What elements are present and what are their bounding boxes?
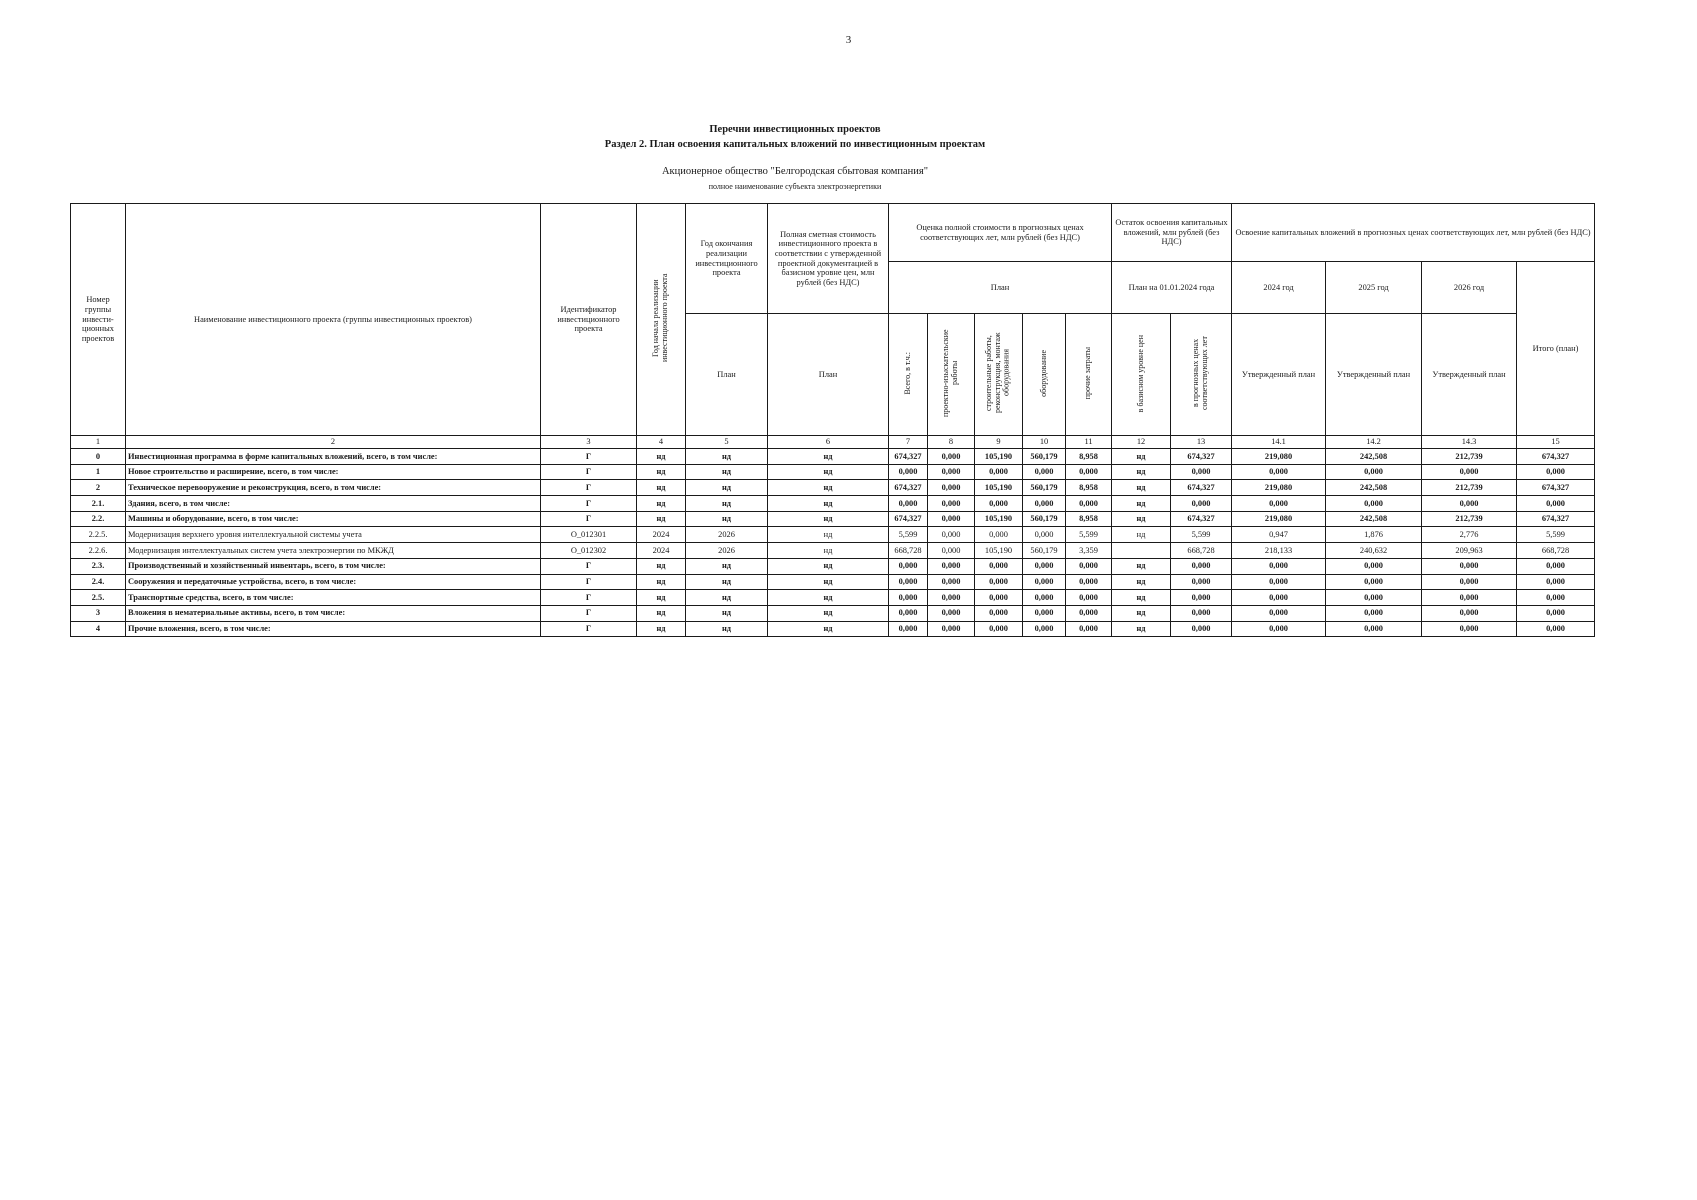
project-name: Вложения в нематериальные активы, всего, в том числе:: [126, 605, 541, 621]
table-cell: 0,000: [975, 605, 1023, 621]
table-cell: 0,000: [889, 605, 928, 621]
table-cell: нд: [768, 605, 889, 621]
table-cell: 105,190: [975, 480, 1023, 496]
table-cell: нд: [1112, 449, 1171, 465]
column-index: 13: [1171, 436, 1232, 449]
table-cell: нд: [768, 543, 889, 559]
table-cell: нд: [768, 511, 889, 527]
table-cell: нд: [637, 449, 686, 465]
table-cell: 0,000: [1232, 464, 1326, 480]
table-cell: 0,000: [1422, 574, 1517, 590]
row-number: 2.1.: [71, 496, 126, 512]
table-row: [71, 496, 1595, 512]
table-cell: нд: [1112, 605, 1171, 621]
investment-projects-table: [70, 203, 1595, 637]
row-number: 1: [71, 464, 126, 480]
table-cell: 0,000: [1023, 590, 1066, 606]
table-cell: 0,000: [1171, 464, 1232, 480]
row-number: 2.2.6.: [71, 543, 126, 559]
table-cell: 0,000: [1023, 605, 1066, 621]
table-cell: 242,508: [1326, 449, 1422, 465]
table-cell: 668,728: [889, 543, 928, 559]
table-body: [71, 436, 1595, 637]
project-name: Здания, всего, в том числе:: [126, 496, 541, 512]
table-cell: Г: [541, 558, 637, 574]
table-cell: 0,000: [975, 558, 1023, 574]
row-number: 0: [71, 449, 126, 465]
table-cell: 5,599: [889, 527, 928, 543]
table-cell: 219,080: [1232, 480, 1326, 496]
header-forecast-prices: в прогнозных ценах соответствующих лет: [1191, 336, 1210, 411]
table-cell: [1112, 543, 1171, 559]
table-cell: Г: [541, 590, 637, 606]
table-cell: O_012302: [541, 543, 637, 559]
table-cell: 0,000: [1422, 558, 1517, 574]
table-cell: Г: [541, 496, 637, 512]
table-cell: 105,190: [975, 511, 1023, 527]
table-cell: 674,327: [1171, 449, 1232, 465]
header-remainder: Остаток освоения капитальных вложений, млн рублей (без НДС): [1112, 204, 1232, 262]
table-cell: 0,000: [1066, 574, 1112, 590]
table-cell: нд: [768, 590, 889, 606]
table-cell: 0,000: [1422, 621, 1517, 637]
document-title: Перечни инвестиционных проектов: [709, 124, 881, 135]
table-cell: 0,000: [1326, 605, 1422, 621]
table-row: [71, 511, 1595, 527]
table-cell: 242,508: [1326, 480, 1422, 496]
project-name: Транспортные средства, всего, в том числе:: [126, 590, 541, 606]
header-project-name: Наименование инвестиционного проекта (группы инвестиционных проектов): [126, 204, 541, 436]
table-cell: нд: [686, 449, 768, 465]
table-cell: нд: [637, 574, 686, 590]
table-cell: нд: [637, 464, 686, 480]
table-cell: 0,000: [1232, 621, 1326, 637]
table-cell: Г: [541, 511, 637, 527]
header-full-cost: Полная сметная стоимость инвестиционного проекта в соответствии с утвержденной проектной документацией в базисном уровне цен, млн рублей (без НДС): [768, 204, 889, 314]
row-number: 2.2.: [71, 511, 126, 527]
column-index: 12: [1112, 436, 1171, 449]
table-cell: 2024: [637, 527, 686, 543]
project-name: Прочие вложения, всего, в том числе:: [126, 621, 541, 637]
table-cell: 0,000: [1171, 590, 1232, 606]
header-end-year: Год окончания реализации инвестиционного проекта: [686, 204, 768, 314]
project-name: Новое строительство и расширение, всего, в том числе:: [126, 464, 541, 480]
table-cell: 2,776: [1422, 527, 1517, 543]
table-cell: нд: [637, 590, 686, 606]
table-row: [71, 527, 1595, 543]
table-cell: Г: [541, 605, 637, 621]
table-cell: 218,133: [1232, 543, 1326, 559]
column-index: 7: [889, 436, 928, 449]
table-cell: 0,000: [1232, 496, 1326, 512]
table-cell: 0,000: [1422, 590, 1517, 606]
table-cell: 674,327: [889, 480, 928, 496]
table-cell: 0,000: [1066, 464, 1112, 480]
table-cell: 0,000: [975, 464, 1023, 480]
header-year-2026: 2026 год: [1422, 262, 1517, 314]
header-estimate: Оценка полной стоимости в прогнозных ценах соответствующих лет, млн рублей (без НДС): [889, 204, 1112, 262]
row-number: 2: [71, 480, 126, 496]
table-cell: нд: [1112, 590, 1171, 606]
header-plan: План: [889, 262, 1112, 314]
table-cell: 0,000: [1023, 464, 1066, 480]
column-index: 8: [928, 436, 975, 449]
table-cell: 668,728: [1171, 543, 1232, 559]
column-index: 3: [541, 436, 637, 449]
table-row: [71, 590, 1595, 606]
table-cell: 0,000: [1171, 605, 1232, 621]
header-start-year: Год начала реализации инвестиционного проекта: [651, 273, 669, 363]
table-cell: нд: [686, 574, 768, 590]
table-cell: 212,739: [1422, 511, 1517, 527]
table-cell: нд: [637, 605, 686, 621]
table-cell: 240,632: [1326, 543, 1422, 559]
header-year-2025: 2025 год: [1326, 262, 1422, 314]
table-cell: нд: [686, 511, 768, 527]
table-cell: нд: [768, 621, 889, 637]
table-cell: 0,000: [928, 511, 975, 527]
table-cell: 0,000: [1023, 496, 1066, 512]
table-row: [71, 449, 1595, 465]
table-cell: 0,000: [1023, 527, 1066, 543]
table-cell: 1,876: [1326, 527, 1422, 543]
table-cell: 674,327: [1517, 449, 1595, 465]
table-cell: нд: [686, 558, 768, 574]
table-cell: 674,327: [1517, 511, 1595, 527]
column-index: 4: [637, 436, 686, 449]
table-cell: нд: [686, 464, 768, 480]
table-cell: 0,000: [1326, 574, 1422, 590]
document-subtitle: Раздел 2. План освоения капитальных вложений по инвестиционным проектам: [604, 139, 986, 150]
row-number: 2.4.: [71, 574, 126, 590]
row-number: 4: [71, 621, 126, 637]
table-cell: 209,963: [1422, 543, 1517, 559]
table-cell: 0,000: [928, 496, 975, 512]
table-cell: 0,000: [1023, 621, 1066, 637]
table-cell: 0,000: [1171, 496, 1232, 512]
table-cell: нд: [1112, 574, 1171, 590]
table-cell: 674,327: [1171, 480, 1232, 496]
table-cell: 105,190: [975, 449, 1023, 465]
table-cell: нд: [768, 527, 889, 543]
table-row: [71, 605, 1595, 621]
table-cell: Г: [541, 621, 637, 637]
table-cell: 0,000: [1422, 496, 1517, 512]
table-cell: 668,728: [1517, 543, 1595, 559]
table-cell: 3,359: [1066, 543, 1112, 559]
header-other-costs: прочие затраты: [1083, 347, 1093, 400]
table-cell: нд: [768, 480, 889, 496]
table-row: [71, 574, 1595, 590]
table-cell: нд: [1112, 621, 1171, 637]
table-cell: нд: [1112, 464, 1171, 480]
table-cell: 0,000: [975, 527, 1023, 543]
table-cell: 560,179: [1023, 511, 1066, 527]
header-development: Освоение капитальных вложений в прогнозных ценах соответствующих лет, млн рублей (без НДС): [1232, 204, 1595, 262]
table-cell: 560,179: [1023, 543, 1066, 559]
project-name: Модернизация верхнего уровня интеллектуальной системы учета: [126, 527, 541, 543]
table-cell: нд: [637, 480, 686, 496]
table-cell: 0,947: [1232, 527, 1326, 543]
project-name: Инвестиционная программа в форме капитальных вложений, всего, в том числе:: [126, 449, 541, 465]
table-cell: 674,327: [889, 449, 928, 465]
table-cell: 0,000: [889, 574, 928, 590]
organization-caption: полное наименование субъекта электроэнергетики: [708, 182, 882, 191]
table-cell: нд: [686, 605, 768, 621]
column-index: 10: [1023, 436, 1066, 449]
table-cell: 0,000: [1232, 605, 1326, 621]
table-cell: 0,000: [928, 543, 975, 559]
header-approved-plan-2025: Утвержденный план: [1326, 314, 1422, 436]
table-cell: 0,000: [1232, 558, 1326, 574]
table-cell: нд: [1112, 496, 1171, 512]
table-row: [71, 621, 1595, 637]
page-number: 3: [845, 34, 852, 46]
table-cell: нд: [768, 464, 889, 480]
project-name: Техническое перевооружение и реконструкция, всего, в том числе:: [126, 480, 541, 496]
table-cell: 8,958: [1066, 480, 1112, 496]
table-cell: 219,080: [1232, 449, 1326, 465]
header-design-works: проектно-изыскательские работы: [941, 329, 959, 417]
header-group-number: Номер группы инвести-ционных проектов: [71, 204, 126, 436]
table-cell: 0,000: [975, 590, 1023, 606]
table-cell: 674,327: [889, 511, 928, 527]
table-cell: нд: [768, 574, 889, 590]
table-row: [71, 464, 1595, 480]
column-index: 1: [71, 436, 126, 449]
row-number: 2.2.5.: [71, 527, 126, 543]
table-cell: 0,000: [928, 558, 975, 574]
row-number: 2.3.: [71, 558, 126, 574]
table-cell: 0,000: [928, 621, 975, 637]
table-cell: 674,327: [1517, 480, 1595, 496]
table-cell: 0,000: [928, 449, 975, 465]
table-cell: нд: [768, 449, 889, 465]
header-plan-col5: План: [686, 314, 768, 436]
table-cell: 0,000: [975, 496, 1023, 512]
table-cell: 0,000: [1066, 496, 1112, 512]
table-cell: нд: [686, 496, 768, 512]
column-index-row: [71, 436, 1595, 449]
header-plan-date: План на 01.01.2024 года: [1112, 262, 1232, 314]
table-cell: 0,000: [1517, 590, 1595, 606]
table-cell: 560,179: [1023, 480, 1066, 496]
table-cell: 212,739: [1422, 449, 1517, 465]
column-index: 9: [975, 436, 1023, 449]
table-cell: нд: [768, 496, 889, 512]
table-cell: 0,000: [1326, 621, 1422, 637]
table-cell: 0,000: [928, 605, 975, 621]
table-cell: 560,179: [1023, 449, 1066, 465]
column-index: 14.2: [1326, 436, 1422, 449]
table-cell: 105,190: [975, 543, 1023, 559]
table-cell: 212,739: [1422, 480, 1517, 496]
column-index: 14.1: [1232, 436, 1326, 449]
table-cell: 0,000: [1171, 621, 1232, 637]
table-cell: 0,000: [1517, 558, 1595, 574]
table-cell: 0,000: [1326, 558, 1422, 574]
table-cell: 0,000: [928, 527, 975, 543]
table-cell: 0,000: [1066, 558, 1112, 574]
table-cell: 0,000: [1066, 621, 1112, 637]
column-index: 5: [686, 436, 768, 449]
table-cell: 0,000: [928, 480, 975, 496]
header-plan-col6: План: [768, 314, 889, 436]
table-cell: 0,000: [889, 558, 928, 574]
table-cell: Г: [541, 480, 637, 496]
column-index: 15: [1517, 436, 1595, 449]
table-cell: 0,000: [1326, 496, 1422, 512]
table-cell: 5,599: [1171, 527, 1232, 543]
table-cell: 0,000: [928, 574, 975, 590]
table-cell: 0,000: [1066, 590, 1112, 606]
table-cell: нд: [637, 558, 686, 574]
table-cell: нд: [768, 558, 889, 574]
table-cell: 2024: [637, 543, 686, 559]
project-name: Машины и оборудование, всего, в том числе:: [126, 511, 541, 527]
table-cell: 2026: [686, 543, 768, 559]
table-cell: 0,000: [889, 621, 928, 637]
table-cell: O_012301: [541, 527, 637, 543]
table-cell: 0,000: [1422, 464, 1517, 480]
table-cell: 0,000: [1517, 496, 1595, 512]
header-total-plan: Итого (план): [1517, 262, 1595, 436]
table-cell: нд: [1112, 558, 1171, 574]
table-cell: нд: [1112, 527, 1171, 543]
table-cell: 0,000: [1171, 558, 1232, 574]
table-cell: нд: [637, 496, 686, 512]
table-cell: 0,000: [1517, 574, 1595, 590]
table-cell: 0,000: [889, 496, 928, 512]
header-approved-plan-2024: Утвержденный план: [1232, 314, 1326, 436]
project-name: Сооружения и передаточные устройства, всего, в том числе:: [126, 574, 541, 590]
table-cell: 0,000: [1023, 558, 1066, 574]
header-approved-plan-2026: Утвержденный план: [1422, 314, 1517, 436]
table-row: [71, 480, 1595, 496]
table-cell: Г: [541, 574, 637, 590]
project-name: Модернизация интеллектуальных систем учета электроэнергии по МКЖД: [126, 543, 541, 559]
table-cell: 0,000: [1517, 464, 1595, 480]
table-cell: 5,599: [1517, 527, 1595, 543]
project-name: Производственный и хозяйственный инвентарь, всего, в том числе:: [126, 558, 541, 574]
row-number: 3: [71, 605, 126, 621]
row-number: 2.5.: [71, 590, 126, 606]
table-cell: нд: [686, 590, 768, 606]
table-cell: 5,599: [1066, 527, 1112, 543]
column-index: 11: [1066, 436, 1112, 449]
table-cell: 0,000: [1517, 621, 1595, 637]
table-cell: 0,000: [928, 464, 975, 480]
table-cell: 674,327: [1171, 511, 1232, 527]
table-cell: нд: [1112, 480, 1171, 496]
header-year-2024: 2024 год: [1232, 262, 1326, 314]
table-cell: 0,000: [1326, 464, 1422, 480]
column-index: 14.3: [1422, 436, 1517, 449]
organization-name: Акционерное общество "Белгородская сбытовая компания": [661, 166, 929, 177]
table-cell: 0,000: [1232, 590, 1326, 606]
table-cell: 0,000: [975, 621, 1023, 637]
table-cell: 219,080: [1232, 511, 1326, 527]
table-cell: 0,000: [1232, 574, 1326, 590]
table-cell: 0,000: [1171, 574, 1232, 590]
table-row: [71, 543, 1595, 559]
table-cell: 0,000: [1326, 590, 1422, 606]
table-cell: 0,000: [975, 574, 1023, 590]
table-cell: 0,000: [928, 590, 975, 606]
table-cell: 0,000: [889, 464, 928, 480]
table-cell: Г: [541, 449, 637, 465]
header-construction-works: строительные работы, реконструкция, монтаж оборудования: [984, 332, 1011, 414]
table-row: [71, 558, 1595, 574]
table-cell: 8,958: [1066, 449, 1112, 465]
table-cell: 0,000: [1517, 605, 1595, 621]
table-cell: 0,000: [1066, 605, 1112, 621]
table-cell: 0,000: [1023, 574, 1066, 590]
table-cell: 242,508: [1326, 511, 1422, 527]
header-equipment: оборудование: [1038, 349, 1048, 397]
header-base-prices: в базисном уровне цен: [1135, 334, 1145, 412]
header-identifier: Идентификатор инвестиционного проекта: [541, 204, 637, 436]
table-cell: 0,000: [889, 590, 928, 606]
table-cell: 8,958: [1066, 511, 1112, 527]
table-cell: нд: [1112, 511, 1171, 527]
table-cell: нд: [637, 621, 686, 637]
table-cell: Г: [541, 464, 637, 480]
table-cell: нд: [686, 621, 768, 637]
header-total-incl: Всего, в т.ч.:: [902, 351, 912, 395]
table-cell: 0,000: [1422, 605, 1517, 621]
column-index: 2: [126, 436, 541, 449]
table-cell: нд: [686, 480, 768, 496]
column-index: 6: [768, 436, 889, 449]
table-cell: нд: [637, 511, 686, 527]
table-cell: 2026: [686, 527, 768, 543]
